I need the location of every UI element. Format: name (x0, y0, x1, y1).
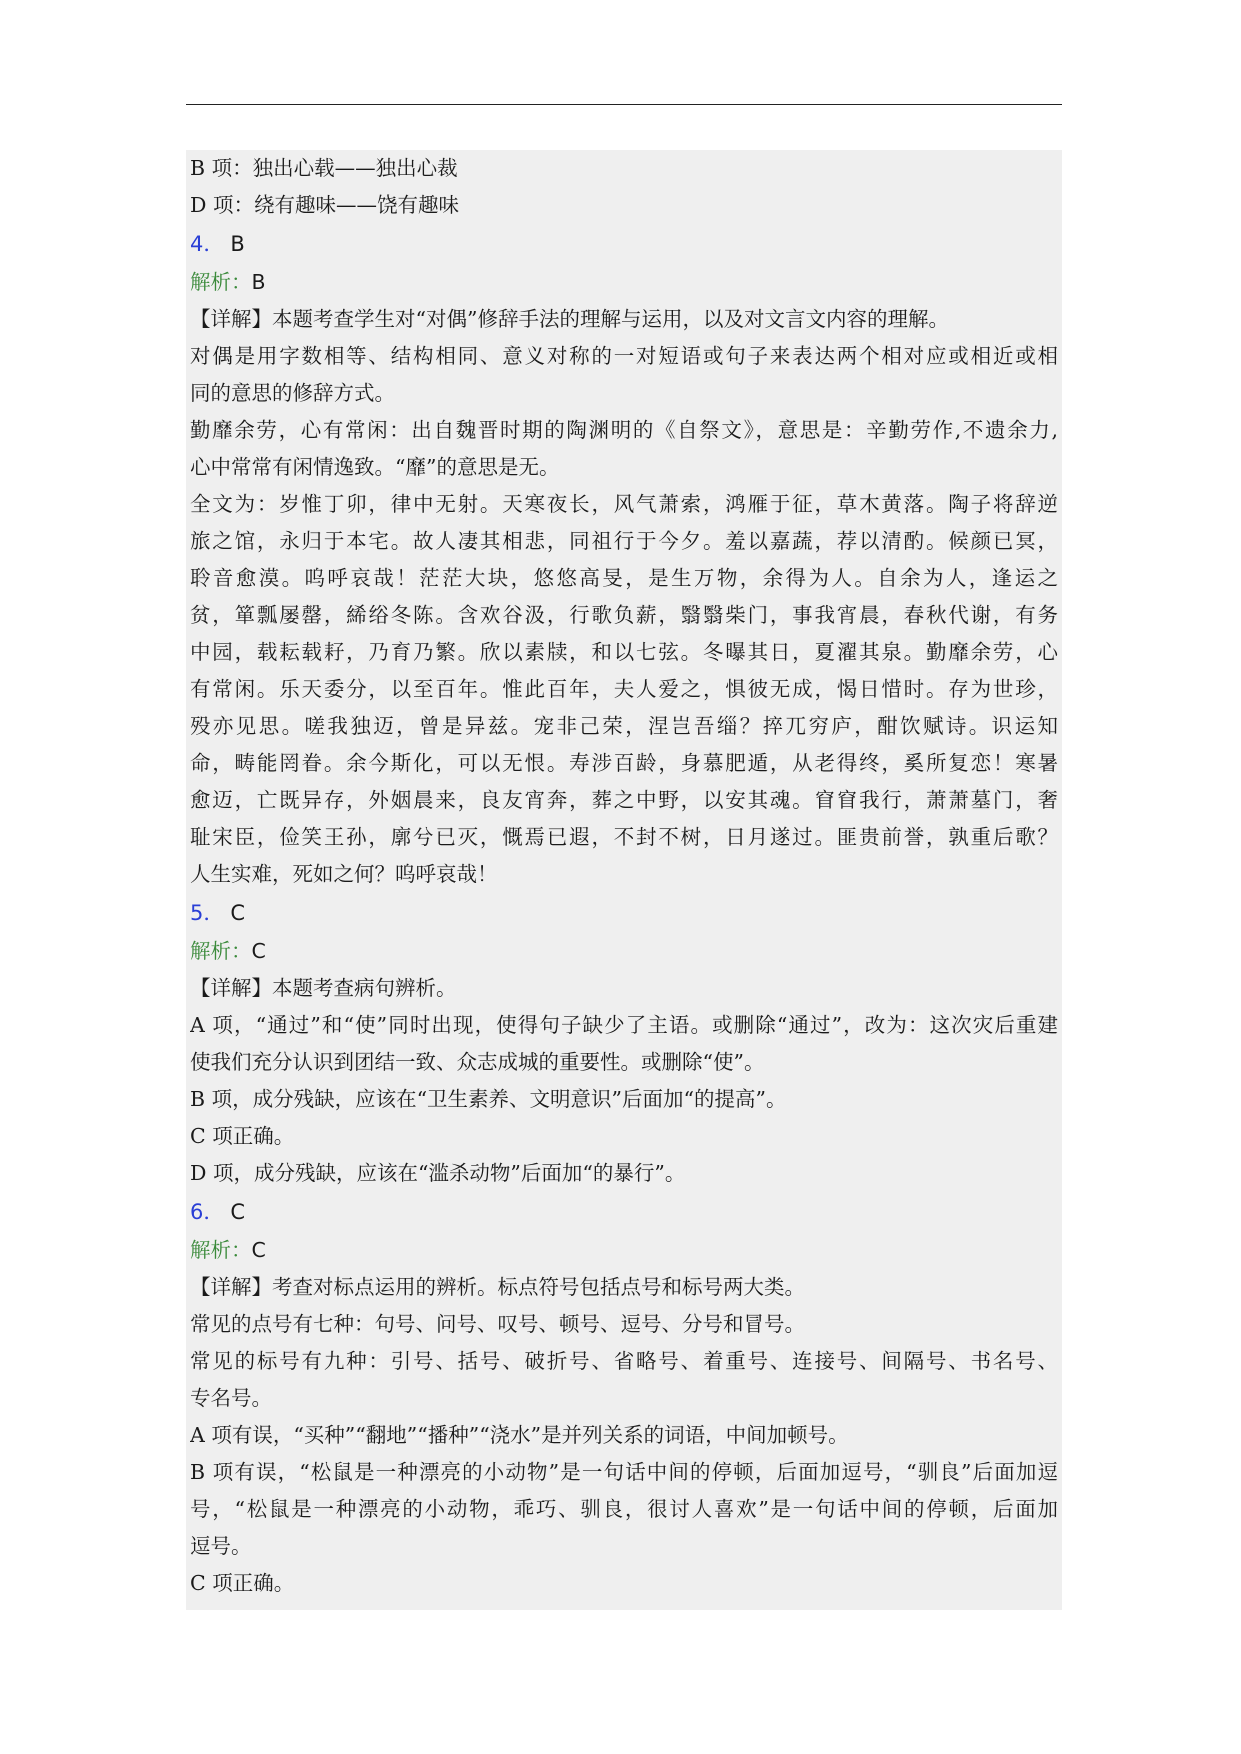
text-line: 有常闲。乐天委分，以至百年。惟此百年，夫人爱之，惧彼无成，愒日惜时。存为世珍， (190, 677, 1058, 701)
text-line: 旅之馆，永归于本宅。故人凄其相悲，同祖行于今夕。羞以嘉蔬，荐以清酌。候颜已冥， (190, 529, 1058, 553)
question-number (190, 224, 1058, 264)
question-number-label: 6． (190, 1200, 225, 1224)
text-line: C 项正确。 (190, 1124, 295, 1148)
header-rule (186, 104, 1062, 105)
text-line: 耻宋臣，俭笑王孙，廓兮已灭，慨焉已遐，不封不树，日月遂过。匪贵前誉，孰重后歌？ (190, 825, 1058, 849)
text-line: 逗号。 (190, 1534, 252, 1558)
analysis-label: 解析： (190, 939, 252, 963)
text-line: 贫，箪瓢屡罄，絺绤冬陈。含欢谷汲，行歌负薪，翳翳柴门，事我宵晨，春秋代谢，有务 (190, 603, 1058, 627)
text-line: 【详解】本题考查学生对“对偶”修辞手法的理解与运用，以及对文言文内容的理解。 (190, 307, 949, 331)
text-line: 对偶是用字数相等、结构相同、意义对称的一对短语或句子来表达两个相对应或相近或相 (190, 344, 1058, 368)
text-line: B 项，成分残缺，应该在“卫生素养、文明意识”后面加“的提高”。 (190, 1087, 787, 1111)
text-line: B 项有误，“松鼠是一种漂亮的小动物”是一句话中间的停顿，后面加逗号，“驯良”后面加逗 (190, 1460, 1058, 1484)
analysis-label: 解析： (190, 270, 252, 294)
text-line: D 项，成分残缺，应该在“滥杀动物”后面加“的暴行”。 (190, 1161, 686, 1185)
question-answer: B (230, 232, 245, 256)
text-line: 心中常常有闲情逸致。“靡”的意思是无。 (190, 455, 560, 479)
answer-explanation-panel (186, 150, 1062, 1610)
text-line: 专名号。 (190, 1386, 272, 1410)
question-number (190, 1192, 1058, 1232)
text-line: 中园，载耘载耔，乃育乃繁。欣以素牍，和以七弦。冬曝其日，夏濯其泉。勤靡余劳，心 (190, 640, 1058, 664)
analysis-answer: B (251, 270, 266, 294)
analysis-answer: C (251, 1238, 266, 1262)
text-line: 号，“松鼠是一种漂亮的小动物，乖巧、驯良，很讨人喜欢”是一句话中间的停顿，后面加 (190, 1497, 1058, 1521)
text-line: A 项有误，“买种”“翻地”“播种”“浇水”是并列关系的词语，中间加顿号。 (190, 1423, 849, 1447)
text-line: 殁亦见思。嗟我独迈，曾是异兹。宠非己荣，涅岂吾缁？捽兀穷庐，酣饮赋诗。识运知 (190, 714, 1058, 738)
text-line: 愈迈，亡既异存，外姻晨来，良友宵奔，葬之中野，以安其魂。窅窅我行，萧萧墓门，奢 (190, 788, 1058, 812)
analysis-line (190, 264, 1058, 301)
text-line: 常见的点号有七种：句号、问号、叹号、顿号、逗号、分号和冒号。 (190, 1312, 805, 1336)
text-line: 同的意思的修辞方式。 (190, 381, 395, 405)
text-line: 常见的标号有九种：引号、括号、破折号、省略号、着重号、连接号、间隔号、书名号、 (190, 1349, 1058, 1373)
text-line: 命，畴能罔眷。余今斯化，可以无恨。寿涉百龄，身慕肥遁，从老得终，奚所复恋！寒暑 (190, 751, 1058, 775)
text-line: B 项：独出心载——独出心裁 (190, 156, 458, 180)
text-line: 全文为：岁惟丁卯，律中无射。天寒夜长，风气萧索，鸿雁于征，草木黄落。陶子将辞逆 (190, 492, 1058, 516)
text-line: 【详解】考查对标点运用的辨析。标点符号包括点号和标号两大类。 (190, 1275, 805, 1299)
question-number-label: 5． (190, 901, 225, 925)
text-line: 【详解】本题考查病句辨析。 (190, 976, 457, 1000)
question-answer: C (230, 1200, 246, 1224)
analysis-line (190, 933, 1058, 970)
text-line: C 项正确。 (190, 1571, 295, 1595)
text-line: 聆音愈漠。呜呼哀哉！茫茫大块，悠悠高旻，是生万物，余得为人。自余为人，逢运之 (190, 566, 1058, 590)
text-line: 勤靡余劳，心有常闲：出自魏晋时期的陶渊明的《自祭文》，意思是：辛勤劳作,不遗余力, (190, 418, 1058, 442)
text-line: D 项：绕有趣味——饶有趣味 (190, 193, 459, 217)
text-line: 使我们充分认识到团结一致、众志成城的重要性。或删除“使”。 (190, 1050, 765, 1074)
analysis-line (190, 1232, 1058, 1269)
question-number-label: 4． (190, 232, 225, 256)
question-answer: C (230, 901, 246, 925)
question-number (190, 893, 1058, 933)
analysis-answer: C (251, 939, 266, 963)
text-line: 人生实难，死如之何？呜呼哀哉！ (190, 862, 498, 886)
text-line: A 项，“通过”和“使”同时出现，使得句子缺少了主语。或删除“通过”，改为：这次灾后重建 (190, 1013, 1058, 1037)
analysis-label: 解析： (190, 1238, 252, 1262)
